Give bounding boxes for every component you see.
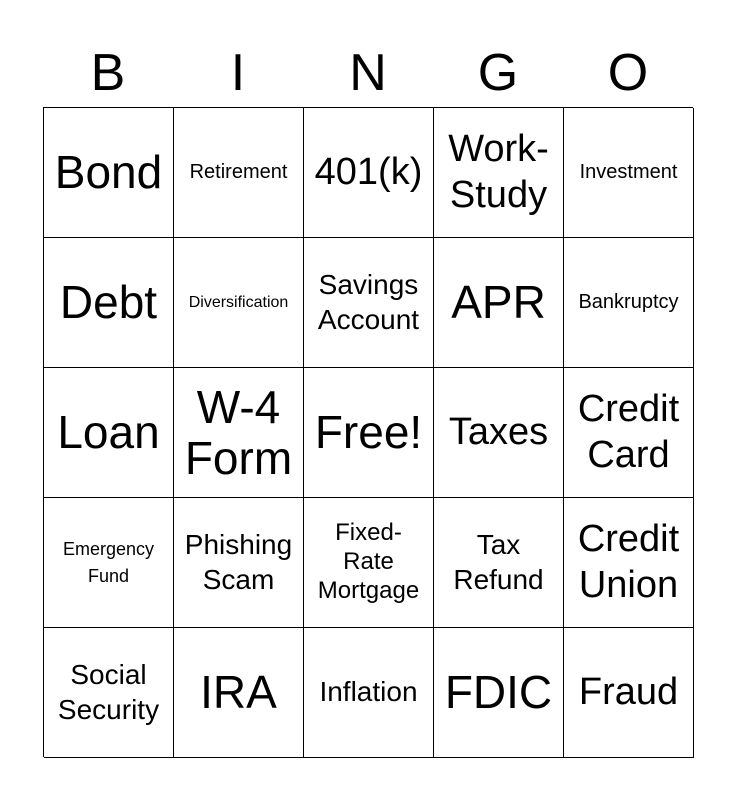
- cell-text: 401(k): [314, 150, 423, 193]
- header-letter-n: N: [349, 44, 387, 102]
- header-letter-i: I: [230, 44, 246, 102]
- cell-text: APR: [451, 276, 546, 329]
- bingo-cell[interactable]: [434, 498, 564, 628]
- cell-text: FDIC: [444, 666, 553, 719]
- cell-text: Bankruptcy: [578, 291, 679, 313]
- cell-text: Work- Study: [448, 127, 549, 216]
- cell-text: Bond: [54, 146, 163, 199]
- cell-text: Retirement: [189, 161, 288, 183]
- cell-text: Loan: [57, 406, 160, 459]
- bingo-cell[interactable]: [174, 628, 304, 758]
- bingo-header: [43, 38, 693, 108]
- bingo-cell[interactable]: [304, 628, 434, 758]
- bingo-cell[interactable]: [434, 628, 564, 758]
- bingo-cell[interactable]: [44, 368, 174, 498]
- bingo-cell[interactable]: [174, 238, 304, 368]
- bingo-cell[interactable]: [304, 498, 434, 628]
- cell-text: Debt: [59, 276, 158, 329]
- free-space-cell[interactable]: [304, 368, 434, 498]
- cell-text: Savings Account: [317, 269, 420, 335]
- bingo-cell[interactable]: [44, 108, 174, 238]
- bingo-cell[interactable]: [434, 238, 564, 368]
- cell-text: Diversification: [188, 293, 289, 311]
- bingo-cell[interactable]: [564, 368, 694, 498]
- bingo-board: [43, 107, 693, 757]
- bingo-cell[interactable]: [434, 108, 564, 238]
- bingo-cell[interactable]: [434, 368, 564, 498]
- bingo-cell[interactable]: [304, 238, 434, 368]
- cell-text: Tax Refund: [453, 529, 544, 595]
- bingo-cell[interactable]: [304, 108, 434, 238]
- header-letter-o: O: [607, 44, 649, 102]
- bingo-cell[interactable]: [44, 628, 174, 758]
- bingo-cell[interactable]: [564, 238, 694, 368]
- bingo-cell[interactable]: [174, 368, 304, 498]
- cell-text: Credit Card: [577, 387, 680, 476]
- cell-text: W-4 Form: [184, 380, 293, 484]
- header-letter-b: B: [90, 44, 126, 102]
- header-letter-g: G: [477, 44, 519, 102]
- cell-text: Social Security: [57, 659, 160, 725]
- cell-text: Emergency Fund: [62, 539, 155, 586]
- bingo-cell[interactable]: [174, 108, 304, 238]
- cell-text: Phishing Scam: [184, 529, 293, 595]
- cell-text: Credit Union: [577, 517, 680, 606]
- cell-text: IRA: [200, 666, 277, 719]
- cell-text: Investment: [579, 161, 678, 183]
- bingo-cell[interactable]: [564, 628, 694, 758]
- bingo-cell[interactable]: [174, 498, 304, 628]
- cell-text: Taxes: [448, 410, 549, 453]
- bingo-cell[interactable]: [44, 238, 174, 368]
- bingo-cell[interactable]: [564, 108, 694, 238]
- cell-text: Fraud: [578, 670, 679, 713]
- cell-text: Free!: [314, 406, 423, 459]
- bingo-cell[interactable]: [44, 498, 174, 628]
- cell-text: Inflation: [319, 676, 418, 708]
- cell-text: Fixed- Rate Mortgage: [317, 519, 420, 604]
- bingo-cell[interactable]: [564, 498, 694, 628]
